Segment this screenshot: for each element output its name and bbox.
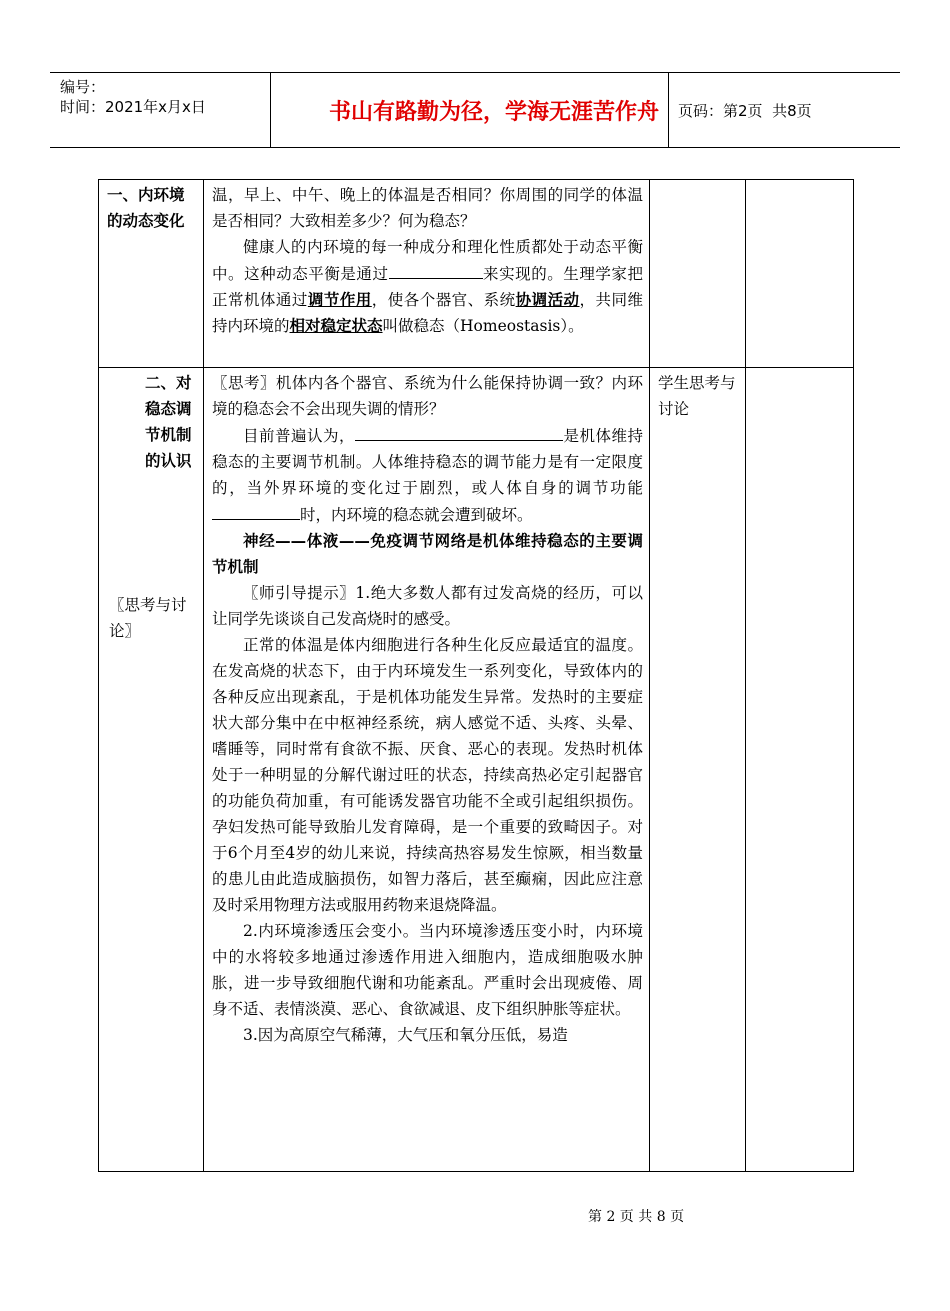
empty-cell [650, 180, 746, 368]
plateau-explanation: 3.因为高原空气稀薄，大气压和氧分压低，易造 [243, 1026, 568, 1044]
fill-blank [355, 422, 563, 441]
osmotic-explanation: 2.内环境渗透压会变小。当内环境渗透压变小时，内环境中的水将较多地通过渗透作用进入细胞内，造成细胞吸水肿胀，进一步导致细胞代谢和功能紊乱。严重时会出现疲倦、周身不适、表情淡漠、恶心、食欲减退、皮下组织肿胀等症状。 [212, 922, 643, 1018]
key-conclusion: 神经——体液——免疫调节网络是机体维持稳态的主要调节机制 [212, 532, 643, 576]
section-title: 一、内环境的动态变化 [107, 186, 185, 230]
section-title-cell [99, 180, 204, 368]
section-content-cell [204, 180, 650, 368]
text-span: ，使各个器官、系统 [371, 291, 516, 309]
empty-cell [746, 368, 854, 1172]
text-span: 时，内环境的稳态就会遭到破坏。 [300, 506, 533, 524]
discussion-label: 〖思考与讨论〗 [109, 596, 187, 640]
document-date: 时间：2021年x月x日 [60, 98, 206, 116]
section-content [204, 368, 649, 1048]
section-content-cell [204, 368, 650, 1172]
section-title: 二、对稳态调节机制的认识 [145, 374, 192, 470]
text-span: 目前普遍认为， [243, 427, 355, 445]
text-span: ，共同维持内环境的 [212, 291, 643, 335]
fill-blank [389, 260, 483, 279]
document-number: 编号： [60, 78, 106, 96]
homeostasis-definition [212, 234, 643, 339]
text-span: 来实现的。生理学家把正常机体通过 [212, 265, 643, 309]
answer-stable-state: 相对稳定状态 [289, 317, 383, 335]
section-title [99, 368, 203, 474]
table-row [99, 180, 854, 368]
page-header [50, 72, 900, 148]
header-motto: 书山有路勤为径，学海无涯苦作舟 [328, 99, 659, 125]
answer-regulation: 调节作用 [307, 291, 372, 309]
table-row [99, 368, 854, 1172]
fill-blank [212, 501, 300, 520]
lesson-table [98, 179, 854, 1172]
page-footer: 第 2 页 共 8 页 [588, 1209, 685, 1225]
text-span: 叫做稳态（Homeostasis）。 [382, 317, 584, 335]
fever-explanation: 正常的体温是体内细胞进行各种生化反应最适宜的温度。在发高烧的状态下，由于内环境发生一系列变化，导致体内的各种反应出现紊乱，于是机体功能发生异常。发热时的主要症状大部分集中在中枢神经系统，病人感觉不适、头疼、头晕、嗜睡等，同时常有食欲不振、厌食、恶心的表现。发热时机体处于一种明显的分解代谢过旺的状态，持续高热必定引起器官的功能负荷加重，有可能诱发器官功能不全或引起组织损伤。孕妇发热可能导致胎儿发育障碍，是一个重要的致畸因子。对于6个月至4岁的幼儿来说，持续高热容易发生惊厥，相当数量的患儿由此造成脑损伤，如智力落后，甚至癫痫，因此应注意及时采用物理方法或服用药物来退烧降温。 [212, 636, 643, 914]
question-text: 温，早上、中午、晚上的体温是否相同？你周围的同学的体温是否相同？大致相差多少？何为稳态？ [212, 186, 643, 230]
text-span: 健康人的内环境的每一种成分和理化性质都处于动态平衡中。这种动态平衡是通过 [212, 238, 643, 283]
section-content [204, 180, 649, 339]
text-span: 是机体维持稳态的主要调节机制。人体维持稳态的调节能力是有一定限度的，当外界环境的变化过于剧烈，或人体自身的调节功能 [212, 427, 643, 497]
regulation-mechanism [212, 422, 643, 528]
student-discussion-note: 学生思考与讨论 [658, 374, 736, 418]
spacer [99, 474, 203, 592]
teacher-guide: 〖师引导提示〗1.绝大多数人都有过发高烧的经历，可以让同学先谈谈自己发高烧时的感受。 [212, 584, 643, 628]
header-meta [60, 77, 206, 117]
think-question: 〖思考〗机体内各个器官、系统为什么能保持协调一致？内环境的稳态会不会出现失调的情形？ [212, 374, 643, 418]
header-divider [668, 73, 669, 147]
header-page-info: 页码：第2页 共8页 [678, 101, 812, 120]
empty-cell [746, 180, 854, 368]
answer-coordination: 协调活动 [515, 291, 580, 309]
note-cell [650, 368, 746, 1172]
section-title-cell [99, 368, 204, 1172]
